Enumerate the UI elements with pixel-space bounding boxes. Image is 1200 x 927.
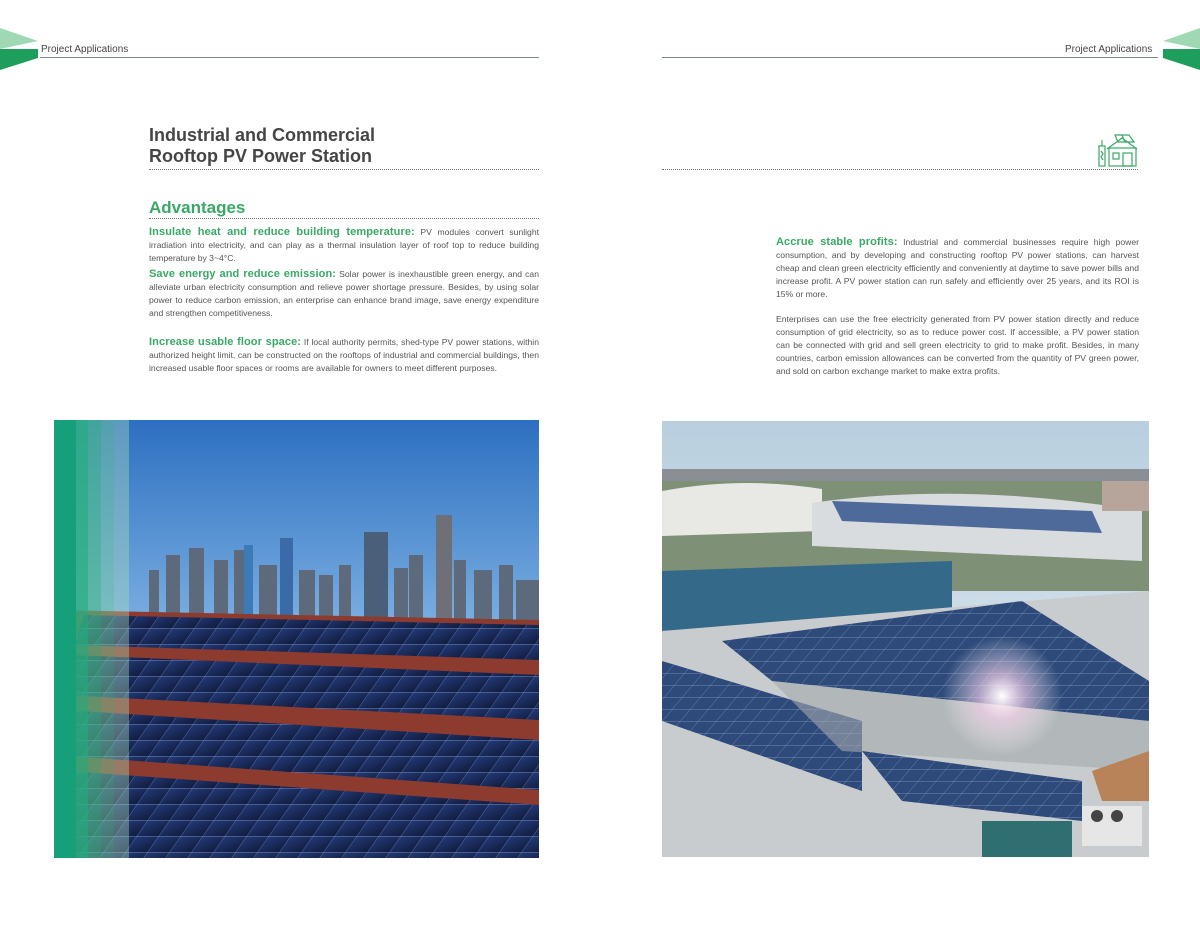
header-label-right: Project Applications (1065, 44, 1153, 55)
paragraph-body: If local authority permits, shed-type PV power stations, within authorized height limit, can be constructed on the rooftops of industrial and commercial buildings, then increased usable floor spaces or rooms are available for owners to meet different purposes. (149, 337, 539, 373)
advantages-divider (149, 218, 539, 219)
factory-rooftop-solar-photo (662, 421, 1149, 857)
header-chevron-left-icon (0, 28, 38, 70)
paragraph-stable-profits (776, 236, 1139, 301)
paragraph-free-electricity (776, 313, 1139, 378)
paragraph-save-energy (149, 268, 539, 320)
page-title (149, 125, 539, 167)
advantages-heading: Advantages (149, 198, 246, 217)
page-title-line2: Rooftop PV Power Station (149, 146, 372, 166)
paragraph-heading: Save energy and reduce emission: (149, 268, 337, 280)
paragraph-heading: Insulate heat and reduce building temperature: (149, 226, 415, 238)
paragraph-body: Industrial and commercial businesses require high power consumption, and by developing and constructing rooftop PV power stations, can harvest cheap and clean green electricity efficiently and conveniently at daytime to save power bills and increase profit. A PV power station can run safely and efficiently over 25 years, and its ROI is 15% or more. (776, 237, 1139, 299)
header-rule-left (40, 57, 539, 58)
title-divider-left (149, 169, 539, 170)
header-rule-right (662, 57, 1158, 58)
paragraph-insulate-heat (149, 226, 539, 265)
title-divider-right (662, 169, 1138, 170)
paragraph-body: Enterprises can use the free electricity generated from PV power station directly and reduce consumption of grid electricity, so as to reduce power cost. If accessible, a PV power station can be connected with grid and sell green electricity to grid to make profit. Besides, in many countries, carbon emission allowances can be converted from the quantity of PV green power, and sold on carbon exchange market to make extra profits. (776, 314, 1139, 376)
paragraph-floor-space (149, 336, 539, 375)
header-chevron-right-icon (1163, 28, 1200, 70)
paragraph-body: Solar power is inexhaustible green energy, and can alleviate urban electricity consumption and relieve power shortage pressure. Besides, by using solar power to reduce carbon emission, an enterprise can enhance brand image, save energy expenditure and strengthen competitiveness. (149, 269, 539, 318)
solar-building-icon (1096, 134, 1138, 167)
page-title-line1: Industrial and Commercial (149, 125, 376, 145)
paragraph-heading: Increase usable floor space: (149, 336, 302, 348)
city-rooftop-solar-photo (54, 420, 539, 858)
header-label-left: Project Applications (41, 44, 129, 55)
paragraph-heading: Accrue stable profits: (776, 236, 898, 248)
paragraph-body: PV modules convert sunlight irradiation into electricity, and can play as a thermal insulation layer of roof top to reduce building temperature by 3~4°C. (149, 227, 539, 263)
